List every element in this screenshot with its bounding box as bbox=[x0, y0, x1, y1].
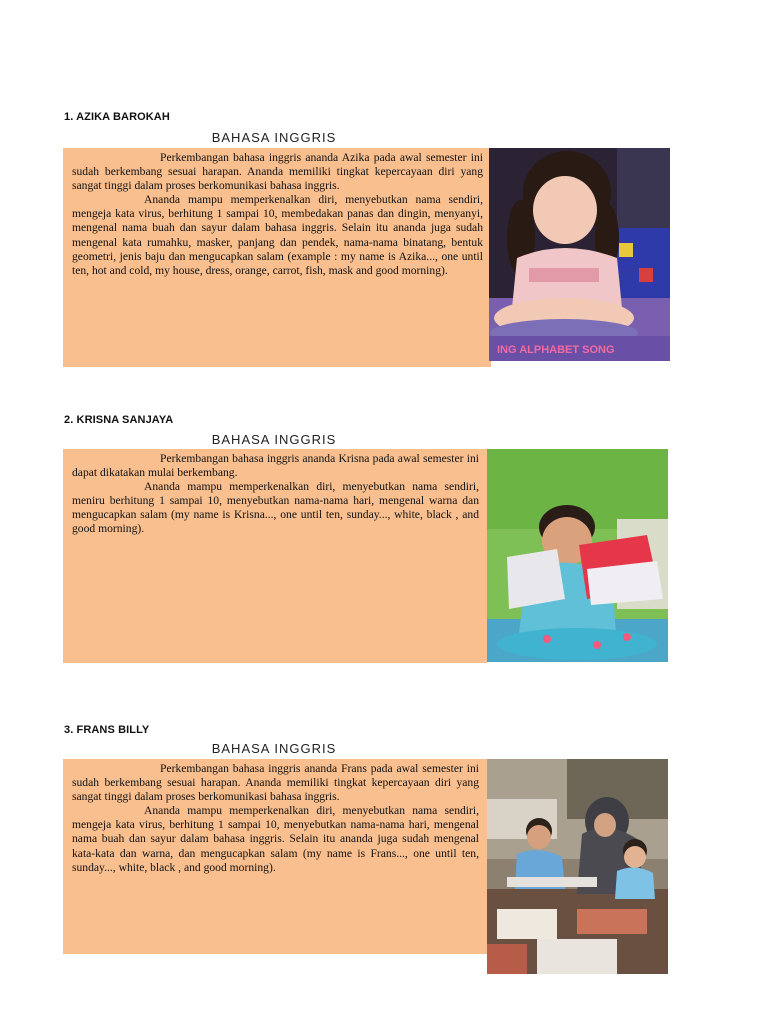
student-photo-2 bbox=[487, 449, 668, 662]
student-name-3: 3. FRANS BILLY bbox=[64, 724, 150, 736]
report-box-2 bbox=[63, 449, 487, 663]
section-title-2: BAHASA INGGRIS bbox=[211, 432, 337, 447]
section-title-3: BAHASA INGGRIS bbox=[211, 741, 337, 756]
report-text-1 bbox=[72, 151, 483, 278]
student-name-1: 1. AZIKA BAROKAH bbox=[64, 111, 170, 123]
student-photo-1 bbox=[489, 148, 670, 361]
report-paragraph: Ananda mampu memperkenalkan diri, menyebutkan nama sendiri, meniru berhitung 1 sampai 10, menyebutkan nama-nama hari, mengenal warna dan mengucapkan salam (my name is Krisna..., one until ten, sunday..., white, black , and good morning). bbox=[72, 480, 479, 536]
student-name-2: 2. KRISNA SANJAYA bbox=[64, 414, 174, 426]
report-paragraph: Perkembangan bahasa inggris ananda Frans pada awal semester ini sudah berkembang sesuai harapan. Ananda memiliki tingkat kepercayaan diri yang sangat tinggi dalam proses berkomunikasi bahasa inggris. bbox=[72, 762, 479, 804]
student-photo-3 bbox=[487, 759, 668, 974]
report-paragraph: Ananda mampu memperkenalkan diri, menyebutkan nama sendiri, mengeja kata virus, berhitung 1 sampai 10, menyebutkan nama-nama hari, mengenal nama buah dan sayur dalam bahasa inggris. Selain itu ananda juga sudah mengenal kata-kata dan warna, dan mengucapkan salam (my name is Frans..., one until ten, sunday..., white, black , and good morning). bbox=[72, 804, 479, 874]
report-text-2 bbox=[72, 452, 479, 537]
section-title-1: BAHASA INGGRIS bbox=[211, 130, 337, 145]
report-box-1 bbox=[63, 148, 491, 367]
report-paragraph: Perkembangan bahasa inggris ananda Krisna pada awal semester ini dapat dikatakan mulai berkembang. bbox=[72, 452, 479, 480]
report-box-3 bbox=[63, 759, 487, 954]
report-text-3 bbox=[72, 762, 479, 875]
report-paragraph: Ananda mampu memperkenalkan diri, menyebutkan nama sendiri, mengeja kata virus, berhitung 1 sampai 10, membedakan panas dan dingin, menyanyi, mengenal nama buah dan sayur dalam bahasa inggris. Selain itu ananda juga sudah mengenal kata rumahku, masker, panjang dan pendek, nama-nama binatang, bentuk geometri, jenis baju dan mengucapkan salam (example : my name is Azika..., one until ten, hot and cold, my house, dress, orange, carrot, fish, mask and good morning). bbox=[72, 193, 483, 277]
report-paragraph: Perkembangan bahasa inggris ananda Azika pada awal semester ini sudah berkembang sesuai harapan. Ananda memiliki tingkat kepercayaan diri yang sangat tinggi dalam proses berkomunikasi bahasa inggris. bbox=[72, 151, 483, 193]
photo-caption: ING ALPHABET SONG bbox=[497, 344, 615, 356]
